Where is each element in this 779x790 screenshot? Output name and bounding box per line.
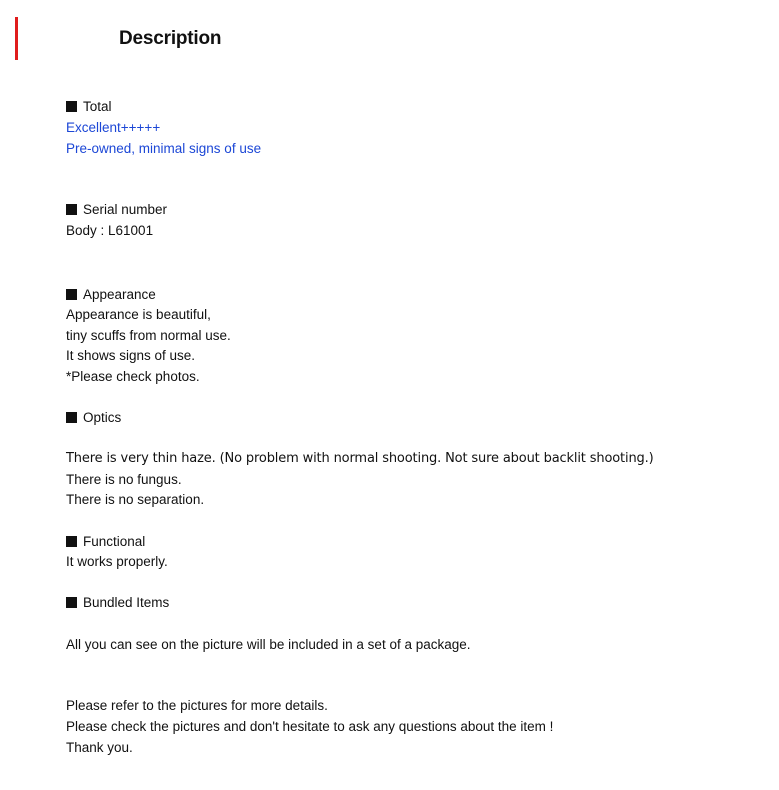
section-heading-serial: [66, 201, 167, 219]
section-heading-functional: [66, 533, 145, 551]
title-accent-bar: [15, 17, 18, 60]
optics-line: There is no fungus.: [66, 472, 182, 487]
functional-line: It works properly.: [66, 554, 168, 569]
appearance-line: *Please check photos.: [66, 369, 200, 384]
section-heading-label: Appearance: [83, 287, 156, 302]
section-heading-label: Functional: [83, 534, 146, 549]
condition-summary: Pre-owned, minimal signs of use: [66, 141, 262, 156]
condition-grade: Excellent+++++: [66, 120, 161, 135]
section-heading-appearance: [66, 286, 156, 304]
section-heading-bundled: [66, 594, 169, 612]
closing-line: Please check the pictures and don't hesitate to ask any questions about the item !: [66, 719, 554, 734]
square-bullet-icon: [66, 536, 77, 547]
appearance-line: It shows signs of use.: [66, 348, 196, 363]
serial-body: Body : L61001: [66, 223, 154, 238]
closing-thanks: Thank you.: [66, 740, 133, 755]
optics-line: There is very thin haze. (No problem with normal shooting. Not sure about backlit shooting.): [66, 451, 654, 466]
page-title: Description: [119, 28, 222, 49]
square-bullet-icon: [66, 412, 77, 423]
section-heading-label: Total: [83, 99, 112, 114]
appearance-line: Appearance is beautiful,: [66, 307, 211, 322]
section-heading-label: Optics: [83, 410, 122, 425]
section-heading-label: Serial number: [83, 202, 168, 217]
square-bullet-icon: [66, 289, 77, 300]
section-heading-total: [66, 98, 112, 116]
closing-line: Please refer to the pictures for more details.: [66, 698, 328, 713]
section-heading-optics: [66, 409, 121, 427]
appearance-line: tiny scuffs from normal use.: [66, 328, 231, 343]
section-heading-label: Bundled Items: [83, 595, 170, 610]
square-bullet-icon: [66, 204, 77, 215]
optics-line: There is no separation.: [66, 492, 205, 507]
bundled-line: All you can see on the picture will be included in a set of a package.: [66, 637, 471, 652]
square-bullet-icon: [66, 597, 77, 608]
square-bullet-icon: [66, 101, 77, 112]
